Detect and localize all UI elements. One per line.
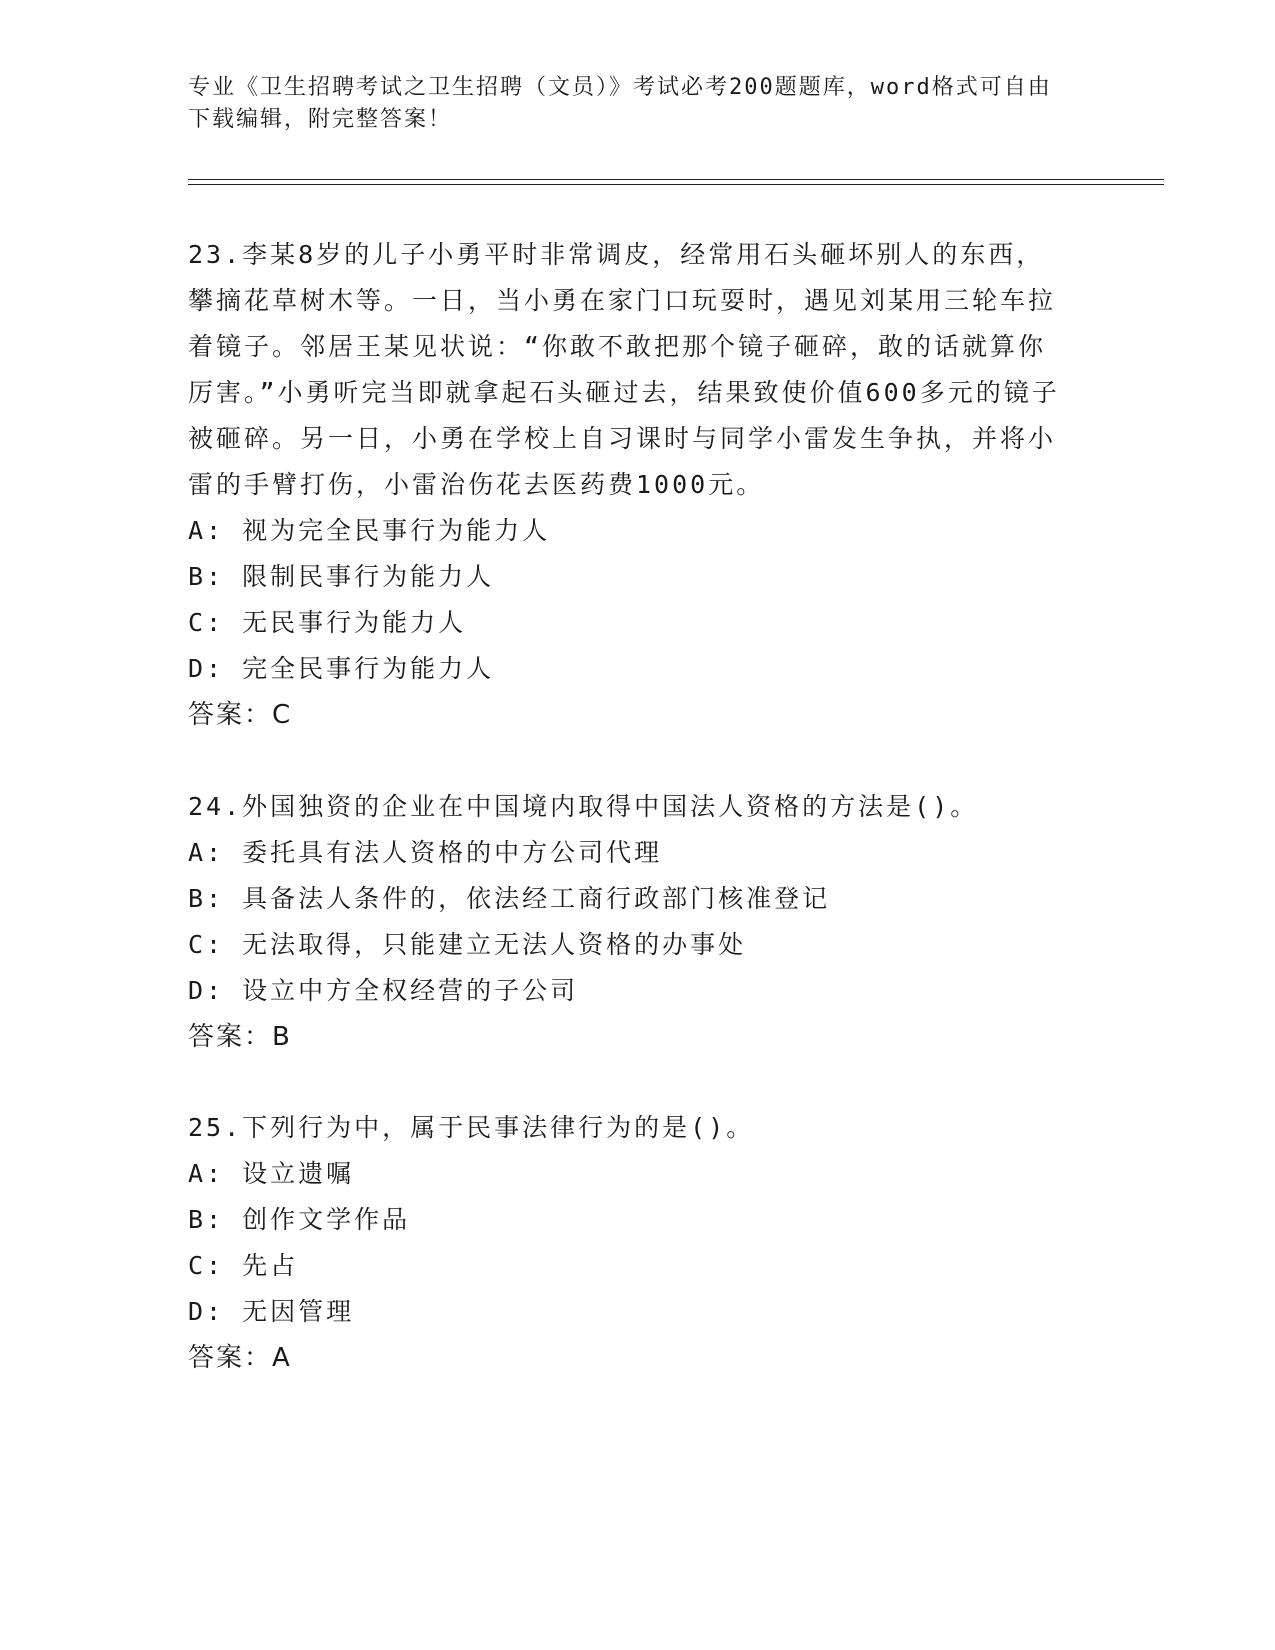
option-a: A: 视为完全民事行为能力人 (188, 516, 551, 545)
answer-line: 答案：A (188, 1343, 292, 1373)
question-stem: 23.李某8岁的儿子小勇平时非常调皮，经常用石头砸坏别人的东西，攀摘花草树木等。一日，当小勇在家门口玩耍时，遇见刘某用三轮车拉着镜子。邻居王某见状说：“你敢不敢把那个镜子砸碎，敢的话就算你厉害。”小勇听完当即就拿起石头砸过去，结果致使价值600多元的镜子被砸碎。另一日，小勇在学校上自习课时与同学小雷发生争执，并将小雷的手臂打伤，小雷治伤花去医药费1000元。 (188, 240, 1060, 499)
option-a: A: 委托具有法人资格的中方公司代理 (188, 838, 663, 867)
option-c: C: 无法取得，只能建立无法人资格的办事处 (188, 930, 747, 959)
option-d: D: 完全民事行为能力人 (188, 654, 495, 683)
question-24 (188, 784, 1068, 1060)
question-23 (188, 232, 1068, 738)
option-d: D: 设立中方全权经营的子公司 (188, 976, 579, 1005)
option-b: B: 具备法人条件的，依法经工商行政部门核准登记 (188, 884, 831, 913)
question-25 (188, 1105, 1068, 1381)
option-b: B: 限制民事行为能力人 (188, 562, 495, 591)
answer-line: 答案：C (188, 700, 293, 730)
option-c: C: 无民事行为能力人 (188, 608, 467, 637)
option-d: D: 无因管理 (188, 1297, 355, 1326)
option-c: C: 先占 (188, 1251, 299, 1280)
answer-line: 答案：B (188, 1022, 292, 1052)
document-header: 专业《卫生招聘考试之卫生招聘（文员）》考试必考200题题库，word格式可自由下载编辑，附完整答案！ (188, 75, 1052, 132)
header-divider-top (188, 179, 1164, 180)
option-a: A: 设立遗嘱 (188, 1159, 355, 1188)
header-divider-bottom (188, 184, 1164, 185)
question-stem: 25.下列行为中，属于民事法律行为的是()。 (188, 1113, 755, 1142)
option-b: B: 创作文学作品 (188, 1205, 411, 1234)
question-stem: 24.外国独资的企业在中国境内取得中国法人资格的方法是()。 (188, 792, 979, 821)
